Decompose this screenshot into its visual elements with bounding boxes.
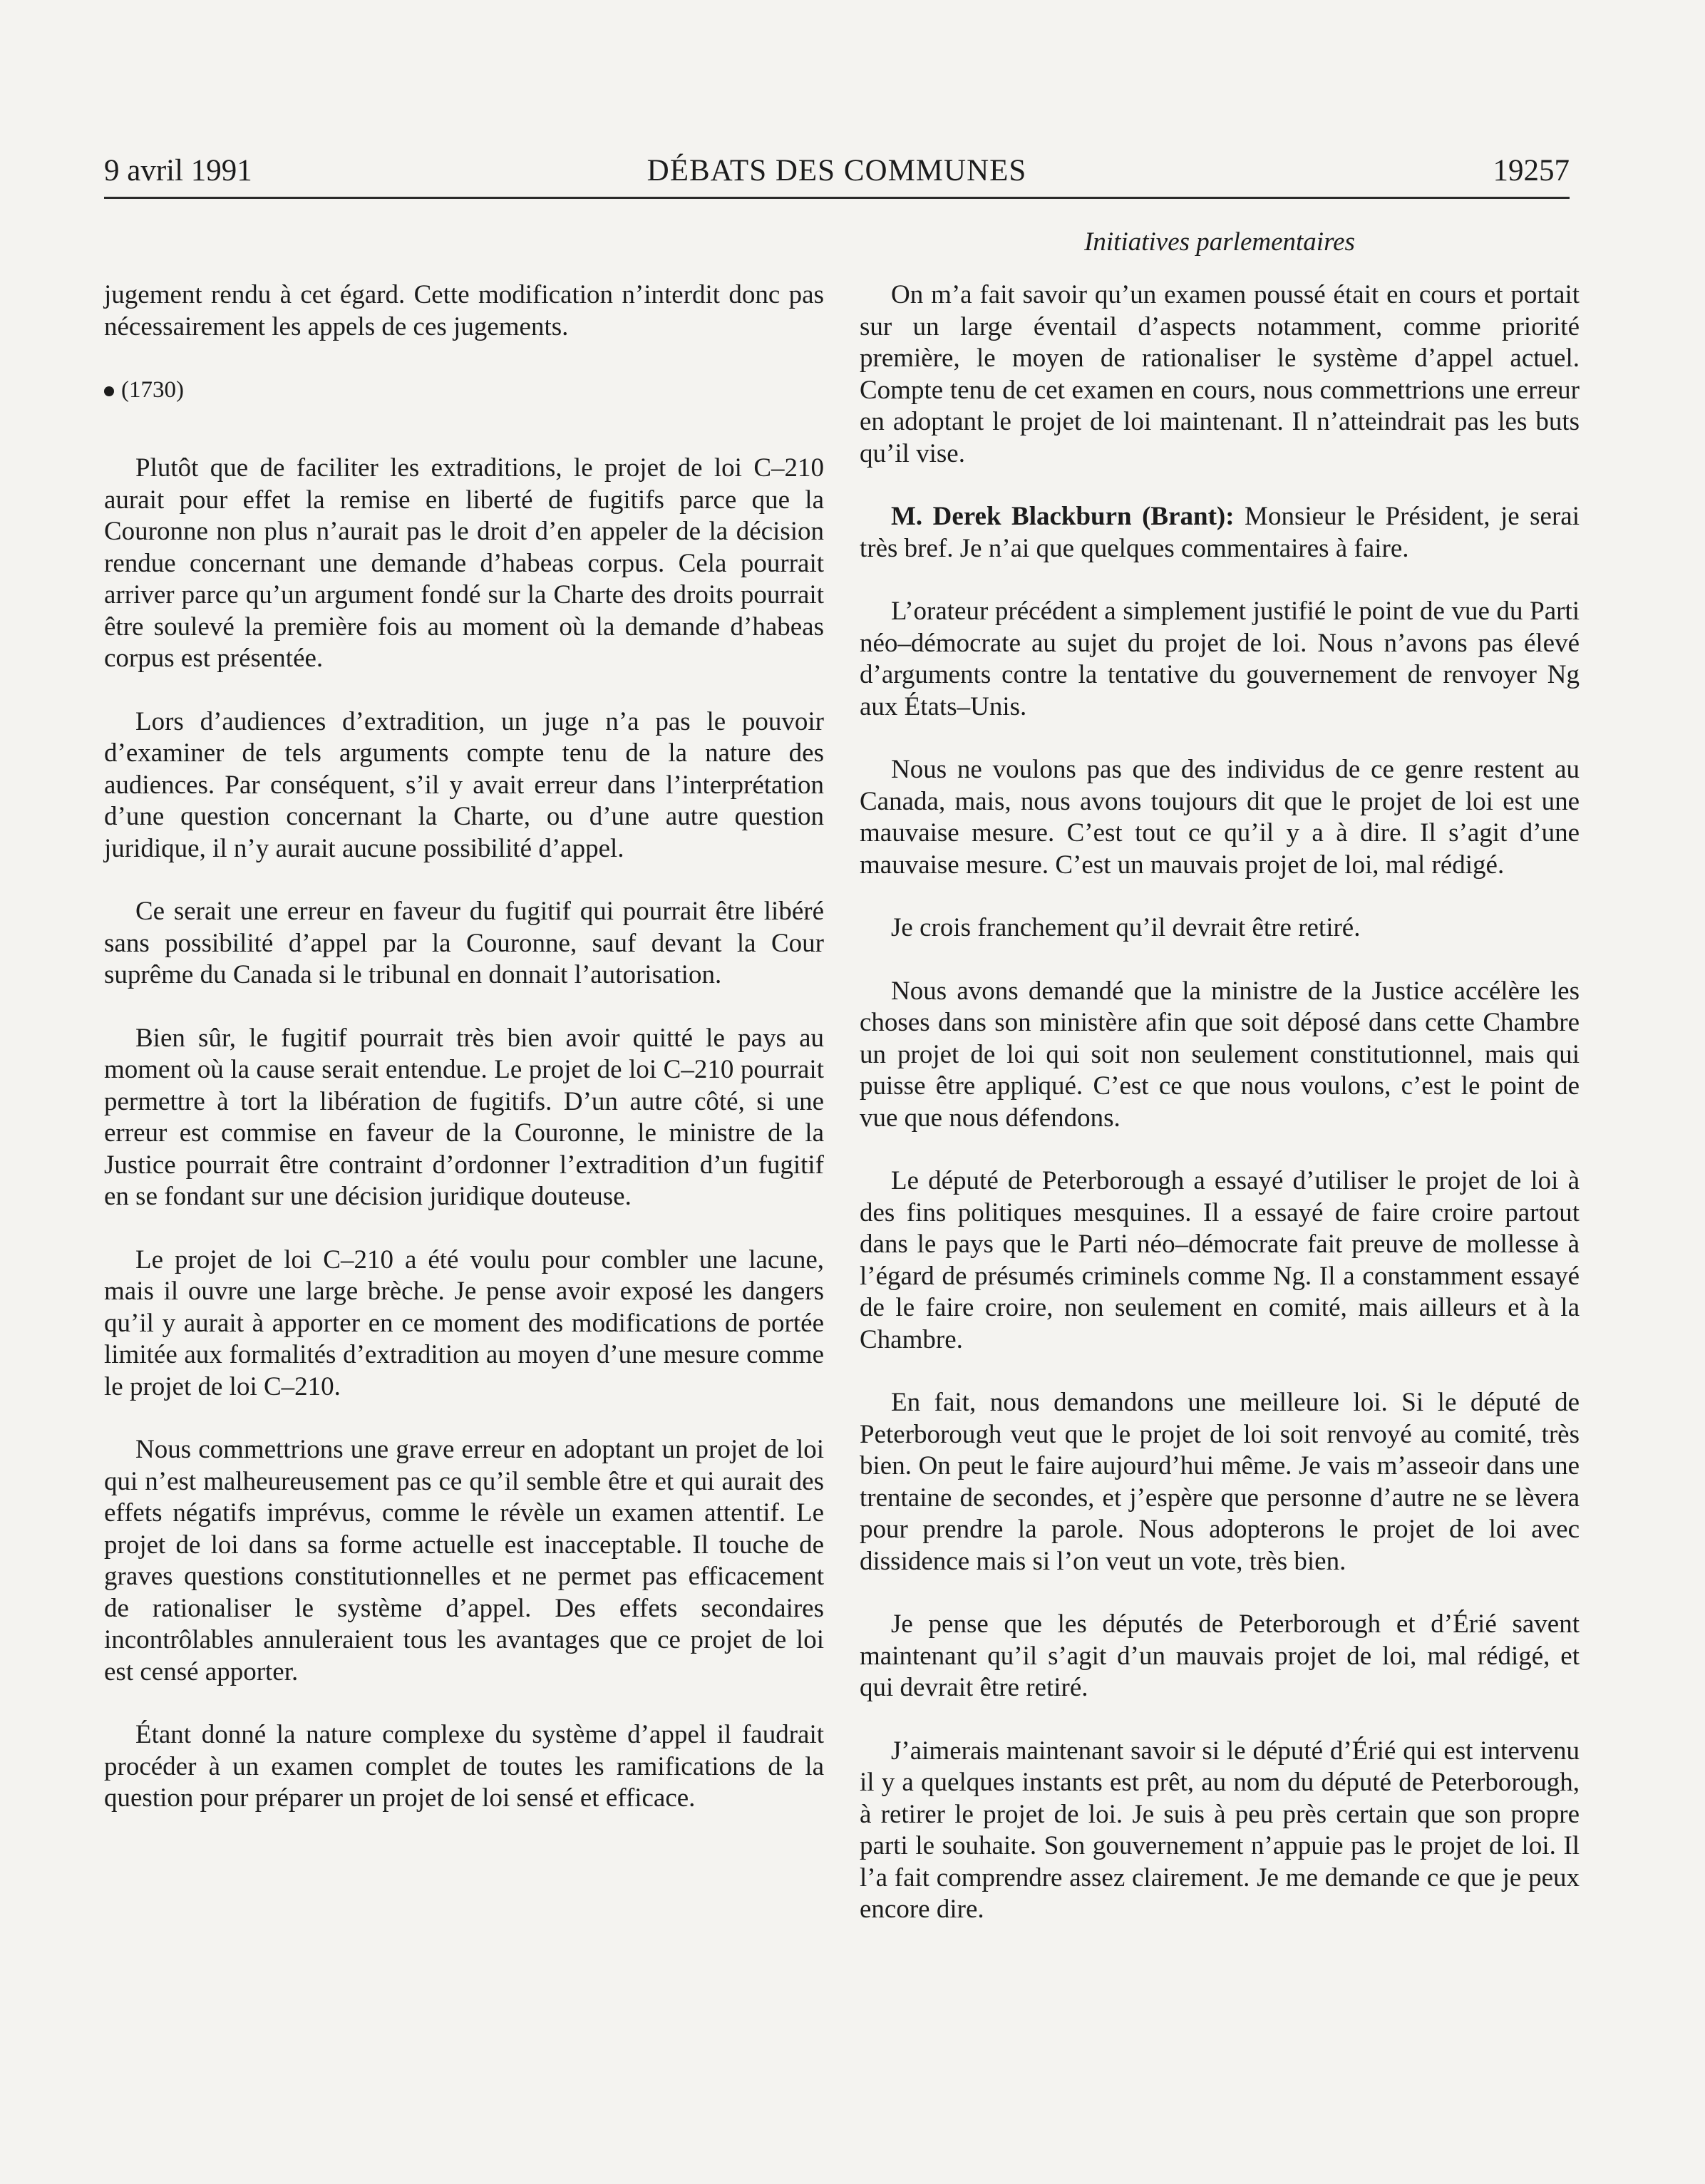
- paragraph: J’aimerais maintenant savoir si le député d’Érié qui est intervenu il y a quelques instants est prêt, au nom du député de Peterborough, à retirer le projet de loi. Je suis à peu près certain que son propre parti le souhaite. Son gouvernement n’appuie pas le projet de loi. Il l’a fait comprendre assez clairement. Je me demande ce que je peux encore dire.: [860, 1736, 1580, 1924]
- paragraph: Je pense que les députés de Peterborough et d’Érié savent maintenant qu’il s’agit d’un mauvais projet de loi, mal rédigé, et qui devrait être retiré.: [860, 1609, 1580, 1702]
- paragraph: Le député de Peterborough a essayé d’utiliser le projet de loi à des fins politiques mesquines. Il a essayé de faire croire partout dans le pays que le Parti néo–démocrate fait preuve de mollesse à l’égard de présumés criminels comme Ng. Il a constamment essayé de le faire croire, non seulement en comité, mais ailleurs et à la Chambre.: [860, 1166, 1580, 1354]
- paragraph: Ce serait une erreur en faveur du fugitif qui pourrait être libéré sans possibilité d’appel par la Couronne, sauf devant la Cour suprême du Canada si le tribunal en donnait l’autorisation.: [104, 897, 824, 989]
- section-title: Initiatives parlementaires: [1084, 227, 1355, 257]
- paragraph: Je crois franchement qu’il devrait être retiré.: [891, 913, 1361, 942]
- page-header: [104, 151, 1570, 199]
- paragraph: Bien sûr, le fugitif pourrait très bien avoir quitté le pays au moment où la cause serait entendue. Le projet de loi C–210 pourrait permettre à tort la libération de fugitifs. D’un autre côté, si une erreur est commise en faveur de la Couronne, le ministre de la Justice pourrait être contraint d’ordonner l’extradition d’un fugitif en se fondant sur une décision juridique douteuse.: [104, 1023, 824, 1211]
- paragraph: Le projet de loi C–210 a été voulu pour combler une lacune, mais il ouvre une large brèche. Je pense avoir exposé les dangers qu’il y aurait à apporter en ce moment des modifications de portée limitée aux formalités d’extradition au moyen d’une mesure comme le projet de loi C–210.: [104, 1245, 824, 1401]
- paragraph: Nous ne voulons pas que des individus de ce genre restent au Canada, mais, nous avons toujours dit que le projet de loi est une mauvaise mesure. C’est tout ce qu’il y a à dire. Il s’agit d’une mauvaise mesure. C’est un mauvais projet de loi, mal rédigé.: [860, 755, 1580, 880]
- speaker-paragraph: [860, 501, 1580, 565]
- paragraph: Nous commettrions une grave erreur en adoptant un projet de loi qui n’est malheureusement pas ce qu’il semble être et qui aurait des effets négatifs imprévus, comme le révèle un examen attentif. Le projet de loi dans sa forme actuelle est inacceptable. Il touche de graves questions constitutionnelles et ne permet pas efficacement de rationaliser le système d’appel. Des effets secondaires incontrôlables annuleraient tous les avantages que ce projet de loi est censé apporter.: [104, 1435, 824, 1686]
- paragraph: Nous avons demandé que la ministre de la Justice accélère les choses dans son ministère afin que soit déposé dans cette Chambre un projet de loi qui soit non seulement constitutionnel, mais qui puisse être appliqué. C’est ce que nous voulons, c’est le point de vue que nous défendons.: [860, 976, 1580, 1133]
- speaker-name: M. Derek Blackburn (Brant):: [891, 502, 1235, 531]
- paragraph: jugement rendu à cet égard. Cette modification n’interdit donc pas nécessairement les appels de ces jugements.: [104, 280, 824, 341]
- paragraph: En fait, nous demandons une meilleure loi. Si le député de Peterborough veut que le projet de loi soit renvoyé au comité, très bien. On peut le faire aujourd’hui même. Je vais m’asseoir dans une trentaine de secondes, et j’espère que personne d’autre ne se lèvera pour prendre la parole. Nous adopterons le projet de loi avec dissidence mais si l’on veut un vote, très bien.: [860, 1388, 1580, 1576]
- header-date: 9 avril 1991: [104, 154, 252, 187]
- bullet-icon: [104, 386, 114, 396]
- paragraph: On m’a fait savoir qu’un examen poussé était en cours et portait sur un large éventail d’aspects notamment, comme priorité première, le moyen de rationaliser le système d’appel actuel. Compte tenu de cet examen en cours, nous commettrions une erreur en adoptant le projet de loi maintenant. Il n’atteindrait pas les buts qu’il vise.: [860, 280, 1580, 468]
- header-page-number: 19257: [1493, 154, 1570, 187]
- paragraph: Lors d’audiences d’extradition, un juge n’a pas le pouvoir d’examiner de tels arguments compte tenu de la nature des audiences. Par conséquent, s’il y avait erreur dans l’interprétation d’une question concernant la Charte, ou d’une autre question juridique, il n’y aurait aucune possibilité d’appel.: [104, 706, 824, 863]
- speaker-text: Monsieur le Président, je serai très bref. Je n’ai que quelques commentaires à faire.: [860, 502, 1580, 563]
- paragraph: L’orateur précédent a simplement justifié le point de vue du Parti néo–démocrate au sujet du projet de loi. Nous n’avons pas élevé d’arguments contre la tentative du gouvernement de renvoyer Ng aux États–Unis.: [860, 597, 1580, 721]
- left-column: [104, 279, 824, 1846]
- paragraph: Plutôt que de faciliter les extraditions, le projet de loi C–210 aurait pour effet la remise en liberté de fugitifs parce que la Couronne non plus n’aurait pas le droit d’en appeler de la décision rendue concernant une demande d’habeas corpus. Cela pourrait arriver parce qu’un argument fondé sur la Charte des droits pourrait être soulevé la première fois au moment où la demande d’habeas corpus est présentée.: [104, 453, 824, 673]
- header-title: DÉBATS DES COMMUNES: [647, 154, 1027, 187]
- paragraph: Étant donné la nature complexe du système d’appel il faudrait procéder à un examen complet de toutes les ramifications de la question pour préparer un projet de loi sensé et efficace.: [104, 1720, 824, 1813]
- right-column: [860, 227, 1580, 1957]
- time-marker: [104, 374, 824, 406]
- time-marker-text: (1730): [121, 377, 184, 403]
